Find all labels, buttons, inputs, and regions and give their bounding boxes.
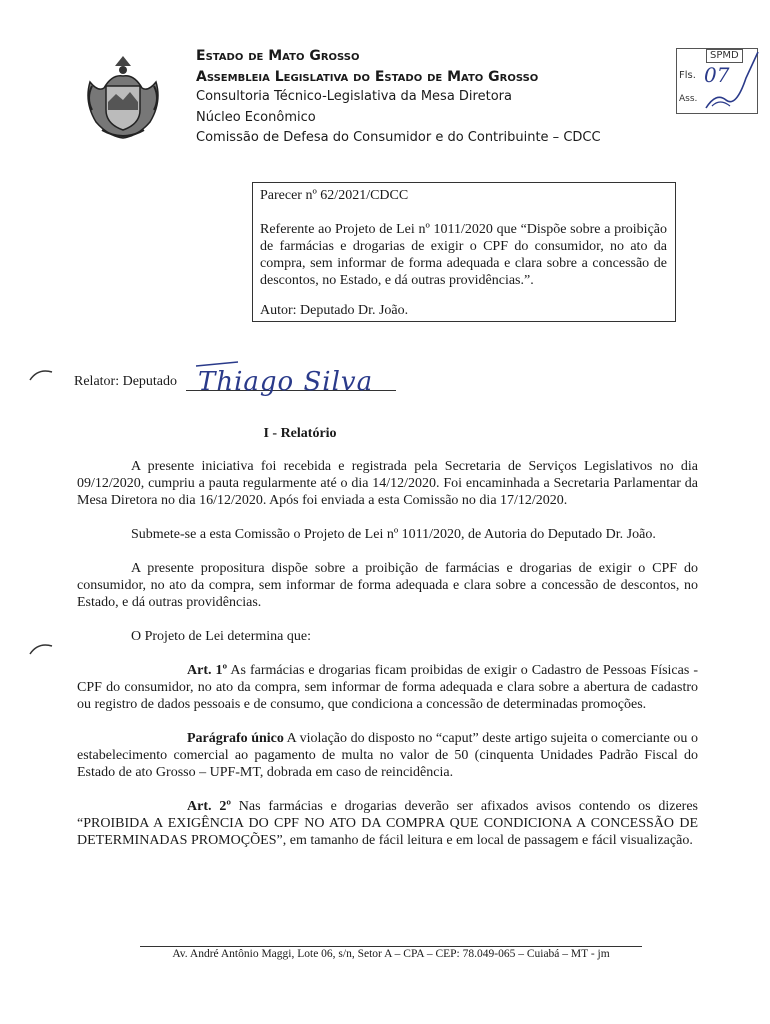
letterhead [196, 46, 636, 149]
footer-divider [140, 946, 642, 947]
paragraph-tramitacao: A presente iniciativa foi recebida e registrada pela Secretaria de Serviços Legislativos no dia 09/12/2020, cumpriu a pauta regularmente até o dia 14/12/2020. Foi encaminhada a Secretaria Parlamentar da Mesa Diretora no dia 16/12/2020. Após foi enviada a esta Comissão no dia 17/12/2020. [77, 459, 698, 508]
section-title: I - Relatório [263, 426, 337, 441]
stamp-folha-label: Fls. [679, 70, 696, 81]
article-2-label: Art. 2º [187, 799, 231, 814]
paragraph-proposta: A presente propositura dispõe sobre a proibição de farmácias e drogarias de exigir o CPF do consumidor, no ato da compra, sem informar de forma adequada e clara sobre a concessão de descontos, no Estado, e dá outras providências. [77, 561, 698, 610]
article-1-text: As farmácias e drogarias ficam proibidas de exigir o Cadastro de Pessoas Físicas - CPF do consumidor, no ato da compra, sem informar de forma adequada e clara sobre a abertura de cadastro ou registro de dados pessoais e de consumo, que condiciona a concessão de determinadas promoções. [77, 663, 698, 712]
relator-label: Relator: Deputado [74, 374, 178, 389]
article-2 [77, 798, 698, 849]
paragraph-determina: O Projeto de Lei determina que: [131, 629, 311, 644]
report-body [77, 458, 698, 849]
parecer-number: Parecer nº 62/2021/CDCC [260, 188, 409, 203]
margin-mark-icon [28, 368, 54, 382]
stamp-title: SPMD [706, 49, 743, 63]
parecer-reference: Referente ao Projeto de Lei nº 1011/2020 que “Dispõe sobre a proibição de farmácias e drogarias de exigir o CPF do consumidor, no ato da compra, sem informar de forma adequada e clara sobre a concessão de descontos, no Estado, e dá outras providências.”. [260, 222, 667, 288]
header-assembly: Assembleia Legislativa do Estado de Mato Grosso [196, 68, 539, 85]
paragrafo-unico-text: A violação do disposto no “caput” deste artigo sujeita o comerciante ou o estabelecimento comercial ao pagamento de multa no valor de 50 (cinquenta Unidades Padrão Fiscal do Estado de ato Grosso – UPF-MT, dobrada em caso de reincidência. [77, 731, 698, 780]
article-1 [77, 662, 698, 713]
paragrafo-unico [77, 730, 698, 781]
paragrafo-unico-label: Parágrafo único [187, 731, 284, 746]
article-1-label: Art. 1º [187, 663, 228, 678]
protocol-stamp [676, 48, 762, 118]
relator-signature [190, 352, 374, 412]
footer-address: Av. André Antônio Maggi, Lote 06, s/n, Setor A – CPA – CEP: 78.049-065 – Cuiabá – MT - jm [172, 948, 610, 960]
stamp-folha-value: 07 [704, 63, 730, 87]
stamp-ass-label: Ass. [679, 94, 698, 104]
header-consultoria: Consultoria Técnico-Legislativa da Mesa Diretora [196, 89, 512, 104]
margin-mark-icon [28, 642, 54, 656]
article-2-text: Nas farmácias e drogarias deverão ser afixados avisos contendo os dizeres “PROIBIDA A EXIGÊNCIA DO CPF NO ATO DA COMPRA QUE CONDICIONA A CONCESSÃO DE DETERMINADAS PROMOÇÕES”, em tamanho de fácil leitura e em local de passagem e fácil visualização. [77, 799, 698, 848]
coat-of-arms-icon [82, 52, 164, 142]
header-commission: Comissão de Defesa do Consumidor e do Contribuinte – CDCC [196, 130, 601, 145]
stamp-handwriting-icon [676, 48, 762, 118]
svg-text:Thiago Silva: Thiago Silva [198, 367, 374, 397]
paragraph-submissao: Submete-se a esta Comissão o Projeto de Lei nº 1011/2020, de Autoria do Deputado Dr. João. [131, 527, 656, 542]
header-nucleo: Núcleo Econômico [196, 109, 316, 125]
parecer-author: Autor: Deputado Dr. João. [260, 303, 409, 318]
header-state: Estado de Mato Grosso [196, 48, 360, 64]
parecer-summary-box [252, 182, 676, 322]
